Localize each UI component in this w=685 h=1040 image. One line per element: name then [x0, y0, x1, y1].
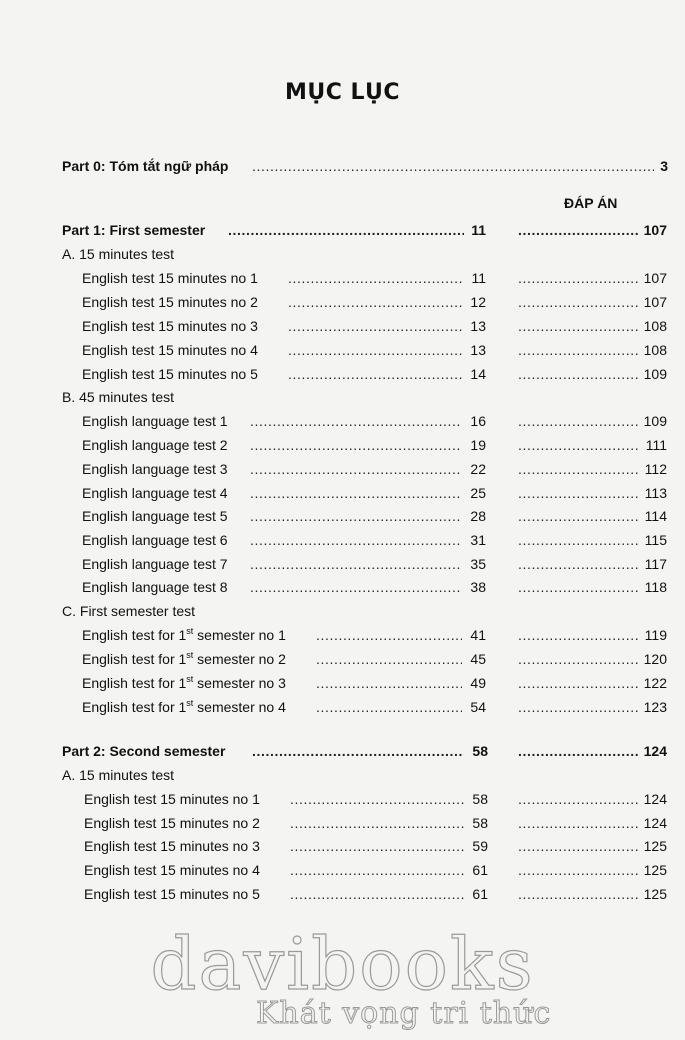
leader-dots — [252, 156, 654, 176]
leader-dots — [290, 789, 464, 809]
entry-label: English test 15 minutes no 3 — [82, 318, 258, 334]
entry-page: 61 — [472, 862, 488, 878]
toc-entry — [0, 554, 685, 574]
entry-label: English language test 5 — [82, 508, 228, 524]
entry-answer: 109 — [643, 413, 667, 429]
entry-label: English language test 8 — [82, 579, 228, 595]
entry-page: 61 — [472, 886, 488, 902]
entry-answer: 108 — [643, 342, 667, 358]
watermark-tagline: Khát vọng tri thức — [256, 996, 552, 1031]
leader-dots — [250, 459, 462, 479]
toc-entry — [0, 860, 685, 880]
entry-label: English test 15 minutes no 4 — [84, 862, 260, 878]
entry-answer: 119 — [644, 627, 667, 643]
entry-label: English test 15 minutes no 4 — [82, 342, 258, 358]
leader-dots — [252, 741, 464, 761]
entry-answer: 109 — [643, 366, 667, 382]
entry-label: English language test 6 — [82, 532, 228, 548]
section-heading — [0, 387, 685, 407]
entry-page: 28 — [470, 508, 486, 524]
toc-entry — [0, 625, 685, 645]
part-2-page: 58 — [472, 743, 488, 759]
entry-label: English test for 1st semester no 4 — [82, 698, 286, 715]
toc-entry — [0, 813, 685, 833]
entry-label: English test 15 minutes no 5 — [82, 366, 258, 382]
entry-label: English language test 2 — [82, 437, 228, 453]
entry-label: English language test 7 — [82, 556, 228, 572]
part-0-label: Part 0: Tóm tắt ngữ pháp — [62, 158, 229, 174]
entry-answer: 125 — [643, 862, 667, 878]
toc-entry — [0, 836, 685, 856]
entry-page: 14 — [470, 366, 486, 382]
toc-entry — [0, 789, 685, 809]
toc-entry — [0, 459, 685, 479]
entry-label: English language test 4 — [82, 485, 228, 501]
entry-page: 19 — [470, 437, 486, 453]
leader-dots — [250, 483, 462, 503]
entry-label: English language test 1 — [82, 413, 228, 429]
answer-column-header: ĐÁP ÁN — [564, 195, 618, 211]
toc-part-0 — [0, 156, 685, 176]
entry-label: English test 15 minutes no 3 — [84, 838, 260, 854]
leader-dots — [288, 340, 462, 360]
entry-label: English language test 3 — [82, 461, 228, 477]
toc-entry — [0, 884, 685, 904]
entry-page: 45 — [470, 651, 486, 667]
section-heading — [0, 765, 685, 785]
leader-dots — [250, 435, 462, 455]
leader-dots — [316, 673, 462, 693]
toc-part-2 — [0, 741, 685, 761]
leader-dots — [316, 649, 462, 669]
entry-page: 11 — [471, 270, 486, 286]
entry-answer: 107 — [643, 294, 667, 310]
entry-answer: 125 — [643, 838, 667, 854]
entry-answer: 118 — [644, 579, 667, 595]
entry-label: English test 15 minutes no 5 — [84, 886, 260, 902]
entry-page: 16 — [470, 413, 486, 429]
entry-page: 49 — [470, 675, 486, 691]
leader-dots — [250, 577, 462, 597]
part-2-answer-page: 124 — [643, 743, 667, 759]
leader-dots — [250, 554, 462, 574]
entry-label: English test for 1st semester no 1 — [82, 626, 286, 643]
entry-page: 22 — [470, 461, 486, 477]
entry-answer: 114 — [644, 508, 667, 524]
entry-answer: 112 — [644, 461, 667, 477]
toc-entry — [0, 649, 685, 669]
entry-page: 35 — [470, 556, 486, 572]
toc-entry — [0, 506, 685, 526]
section-title: B. 45 minutes test — [62, 389, 175, 405]
entry-answer: 122 — [643, 675, 667, 691]
entry-page: 59 — [472, 838, 488, 854]
leader-dots — [316, 625, 462, 645]
section-title: A. 15 minutes test — [62, 767, 175, 783]
toc-entry — [0, 577, 685, 597]
entry-page: 54 — [470, 699, 486, 715]
part-1-page: 11 — [471, 222, 486, 238]
entry-answer: 123 — [643, 699, 667, 715]
entry-answer: 115 — [644, 532, 667, 548]
entry-page: 41 — [470, 627, 486, 643]
part-1-label: Part 1: First semester — [62, 222, 206, 238]
page-title: MỤC LỤC — [284, 80, 401, 105]
entry-label: English test 15 minutes no 1 — [82, 270, 258, 286]
toc-entry — [0, 483, 685, 503]
entry-answer: 111 — [645, 437, 667, 453]
toc-part-1 — [0, 220, 685, 240]
toc-entry — [0, 530, 685, 550]
leader-dots — [290, 884, 464, 904]
section-title: C. First semester test — [62, 603, 196, 619]
section-title: A. 15 minutes test — [62, 246, 175, 262]
section-heading — [0, 244, 685, 264]
leader-dots — [290, 836, 464, 856]
leader-dots — [250, 530, 462, 550]
leader-dots — [228, 220, 464, 240]
entry-answer: 113 — [644, 485, 667, 501]
entry-page: 13 — [470, 318, 486, 334]
section-heading — [0, 601, 685, 621]
entry-page: 58 — [472, 791, 488, 807]
toc-entry — [0, 411, 685, 431]
entry-page: 38 — [470, 579, 486, 595]
toc-entry — [0, 364, 685, 384]
leader-dots — [288, 364, 462, 384]
entry-answer: 117 — [644, 556, 667, 572]
leader-dots — [290, 813, 464, 833]
part-2-label: Part 2: Second semester — [62, 743, 226, 759]
entry-label: English test for 1st semester no 2 — [82, 650, 286, 667]
entry-page: 31 — [470, 532, 486, 548]
leader-dots — [250, 411, 462, 431]
entry-page: 58 — [472, 815, 488, 831]
entry-answer: 107 — [643, 270, 667, 286]
leader-dots — [316, 697, 462, 717]
watermark-brand: davibooks — [150, 922, 535, 1006]
toc-entry — [0, 697, 685, 717]
leader-dots — [288, 268, 462, 288]
entry-label: English test 15 minutes no 1 — [84, 791, 260, 807]
entry-answer: 120 — [643, 651, 667, 667]
entry-answer: 108 — [643, 318, 667, 334]
entry-page: 25 — [470, 485, 486, 501]
leader-dots — [288, 292, 462, 312]
toc-entry — [0, 340, 685, 360]
entry-answer: 124 — [643, 791, 667, 807]
toc-entry — [0, 673, 685, 693]
entry-label: English test for 1st semester no 3 — [82, 674, 286, 691]
leader-dots — [250, 506, 462, 526]
entry-page: 12 — [470, 294, 486, 310]
entry-answer: 124 — [643, 815, 667, 831]
entry-answer: 125 — [643, 886, 667, 902]
part-1-answer-page: 107 — [643, 222, 667, 238]
part-0-page: 3 — [660, 158, 668, 174]
toc-entry — [0, 268, 685, 288]
toc-entry — [0, 316, 685, 336]
entry-page: 13 — [470, 342, 486, 358]
toc-entry — [0, 435, 685, 455]
entry-label: English test 15 minutes no 2 — [84, 815, 260, 831]
entry-label: English test 15 minutes no 2 — [82, 294, 258, 310]
toc-entry — [0, 292, 685, 312]
leader-dots — [290, 860, 464, 880]
leader-dots — [288, 316, 462, 336]
